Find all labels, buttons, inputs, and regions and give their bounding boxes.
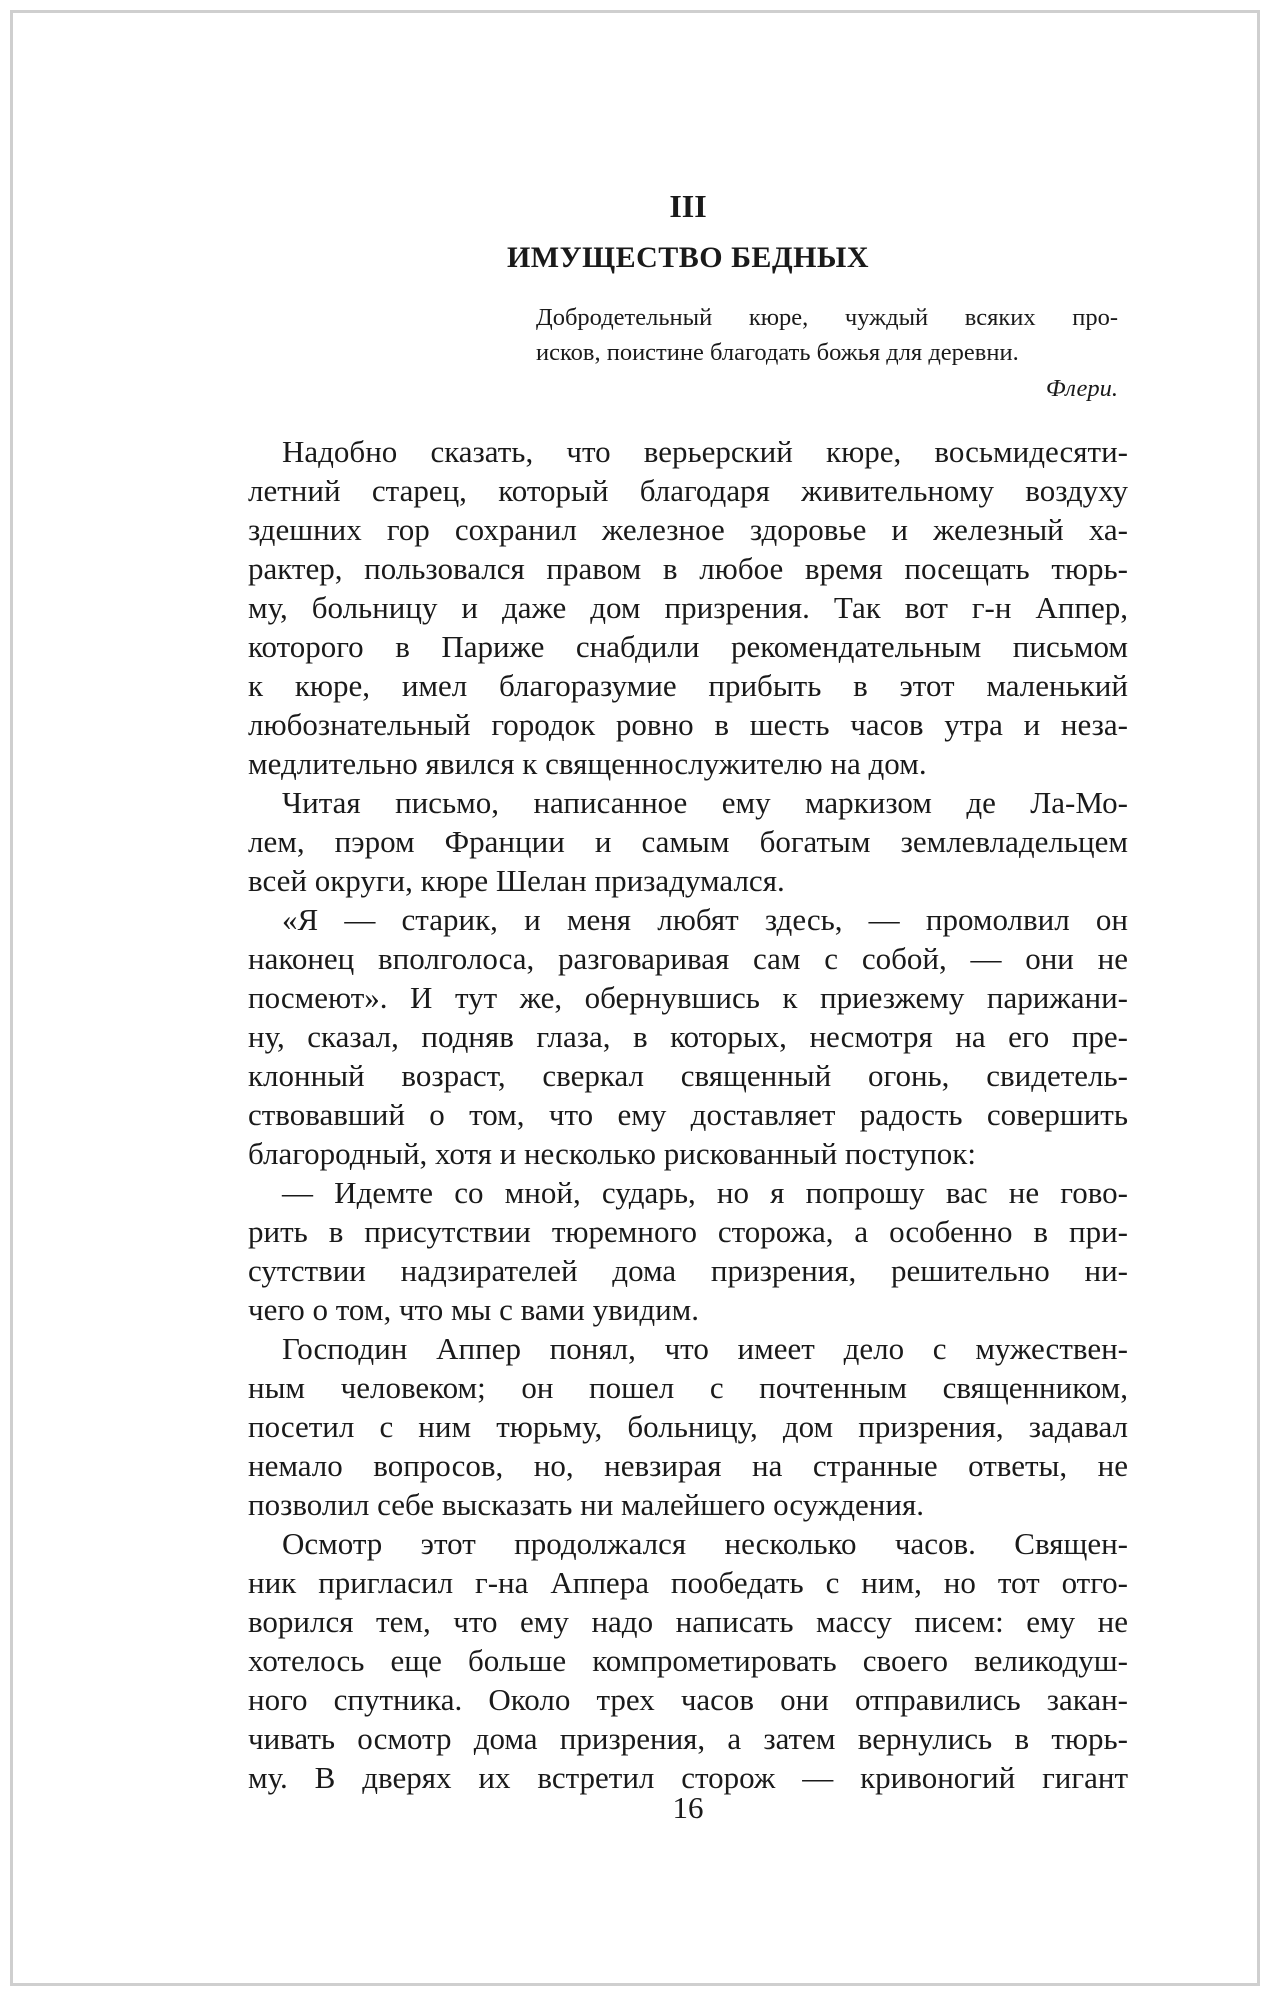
text-line: ным человеком; он пошел с почтенным священником,	[248, 1370, 1128, 1405]
text-line: благородный, хотя и несколько рискованный поступок:	[248, 1136, 976, 1171]
text-line: посетил с ним тюрьму, больницу, дом призрения, задавал	[248, 1409, 1128, 1444]
text-line: сутствии надзирателей дома призрения, решительно ни-	[248, 1253, 1128, 1288]
paragraph	[248, 900, 1128, 1173]
text-line: Читая письмо, написанное ему маркизом де Ла-Мо-	[282, 785, 1128, 820]
paragraph	[248, 783, 1128, 900]
page-number: 16	[672, 1790, 704, 1825]
text-line: ну, сказал, подняв глаза, в которых, несмотря на его пре-	[248, 1019, 1128, 1054]
paragraph	[248, 432, 1128, 783]
paragraph	[248, 1329, 1128, 1524]
text-line: Надобно сказать, что верьерский кюре, восьмидесяти-	[282, 434, 1128, 469]
text-line: к кюре, имел благоразумие прибыть в этот маленький	[248, 668, 1128, 703]
chapter-title: ИМУЩЕСТВО БЕДНЫХ	[506, 241, 870, 274]
body-text	[248, 432, 1128, 1797]
text-line: медлительно явился к священнослужителю на дом.	[248, 746, 927, 781]
text-line: чивать осмотр дома призрения, а затем вернулись в тюрь-	[248, 1721, 1128, 1756]
text-line: хотелось еще больше компрометировать своего великодуш-	[248, 1643, 1128, 1678]
text-line: любознательный городок ровно в шесть часов утра и неза-	[248, 707, 1128, 742]
text-line: которого в Париже снабдили рекомендательным письмом	[248, 629, 1128, 664]
text-line: «Я — старик, и меня любят здесь, — промолвил он	[282, 902, 1128, 937]
text-line: ного спутника. Около трех часов они отправились закан-	[248, 1682, 1128, 1717]
paragraph	[248, 1524, 1128, 1797]
paragraph	[248, 1173, 1128, 1329]
text-line: му. В дверях их встретил сторож — кривоногий гигант	[248, 1760, 1128, 1795]
text-line: лем, пэром Франции и самым богатым землевладельцем	[248, 824, 1128, 859]
text-line: му, больницу и даже дом призрения. Так вот г-н Аппер,	[248, 590, 1128, 625]
text-line: летний старец, который благодаря живительному воздуху	[248, 473, 1128, 508]
text-line: здешних гор сохранил железное здоровье и железный ха-	[248, 512, 1128, 547]
text-line: чего о том, что мы с вами увидим.	[248, 1292, 700, 1327]
epigraph-line: исков, поистине благодать божья для деревни.	[536, 339, 1019, 366]
chapter-number: III	[669, 188, 707, 224]
text-line: наконец вполголоса, разговаривая сам с собой, — они не	[248, 941, 1128, 976]
text-line: посмеют». И тут же, обернувшись к приезжему парижани-	[248, 980, 1128, 1015]
text-line: — Идемте со мной, сударь, но я попрошу вас не гово-	[282, 1175, 1128, 1210]
text-line: рактер, пользовался правом в любое время посещать тюрь-	[248, 551, 1128, 586]
epigraph-line: Добродетельный кюре, чуждый всяких про-	[536, 304, 1118, 331]
text-line: ворился тем, что ему надо написать массу писем: ему не	[248, 1604, 1128, 1639]
text-line: Господин Аппер понял, что имеет дело с мужествен-	[282, 1331, 1128, 1366]
text-line: всей округи, кюре Шелан призадумался.	[248, 863, 785, 898]
book-page	[248, 0, 1128, 2000]
epigraph-author: Флери.	[1045, 375, 1118, 402]
epigraph	[536, 300, 1118, 406]
text-line: ник пригласил г-на Аппера пообедать с ним, но тот отго-	[248, 1565, 1128, 1600]
text-line: рить в присутствии тюремного сторожа, а особенно в при-	[248, 1214, 1128, 1249]
text-line: ствовавший о том, что ему доставляет радость совершить	[248, 1097, 1128, 1132]
text-line: клонный возраст, сверкал священный огонь, свидетель-	[248, 1058, 1128, 1093]
text-line: немало вопросов, но, невзирая на странные ответы, не	[248, 1448, 1128, 1483]
text-line: Осмотр этот продолжался несколько часов. Священ-	[282, 1526, 1128, 1561]
text-line: позволил себе высказать ни малейшего осуждения.	[248, 1487, 924, 1522]
